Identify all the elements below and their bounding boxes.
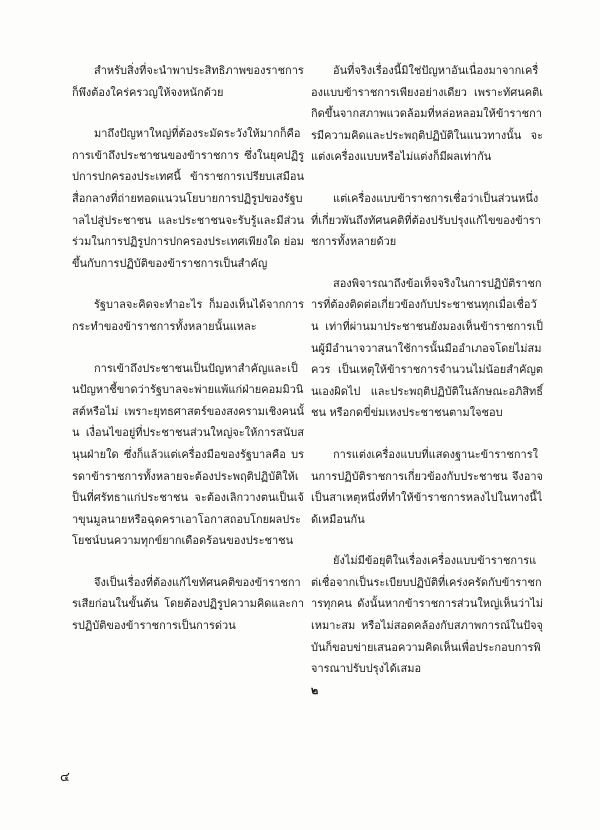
paragraph: อันที่จริงเรื่องนี้มิใช่ปัญหาอันเนื่องมาจากเครื่องแบบข้าราชการเพียงอย่างเดียว เพราะทัศนคติเกิดขึ้นจากสภาพแวดล้อมที่หล่อหลอมให้ข้าราชการมีความคิดและประพฤติปฏิบัติในแนวทางนั้น จะแต่งเครื่องแบบหรือไม่แต่งก็มีผลเท่ากัน <box>311 64 543 164</box>
page-number: ๔ <box>60 770 70 785</box>
paragraph: สำหรับสิ่งที่จะนำพาประสิทธิภาพของราชการก็พึงต้องใคร่ครวญให้จงหนักด้วย <box>72 64 304 99</box>
paragraph: แต่เครื่องแบบข้าราชการเชื่อว่าเป็นส่วนหนึ่งที่เกี่ยวพันถึงทัศนคติที่ต้องปรับปรุงแก้ไขของข้าราชการทั้งหลายด้วย <box>311 191 541 249</box>
paragraph: จึงเป็นเรื่องที่ต้องแก้ไขทัศนคติของข้าราชการเสียก่อนในขั้นต้น โดยต้องปฏิรูปความคิดและการปฏิบัติของข้าราชการเป็นการด่วน <box>72 575 304 633</box>
paragraph: รัฐบาลจะคิดจะทำอะไร ก็มองเห็นได้จากการกระทำของข้าราชการทั้งหลายนั้นแหละ <box>72 298 304 333</box>
paragraph: ยังไม่มีข้อยุติในเรื่องเครื่องแบบข้าราชการแต่เชื่อจากเป็นระเบียบปฏิบัติที่เคร่งครัดกับข้าราชการทุกคน ดังนั้นหากข้าราชการส่วนใหญ่เห็นว่าไม่เหมาะสม หรือไม่สอดคล้องกับสภาพการณ์ในปัจจุบันก็ขอบข่ายเสนอความคิดเห็นเพื่อประกอบการพิจารณาปรับปรุงได้เสมอ <box>311 554 543 676</box>
paragraph: มาถึงปัญหาใหญ่ที่ต้องระมัดระวังให้มากก็คือการเข้าถึงประชาชนของข้าราชการ ซึ่งในยุคปฏิรูปการปกครองประเทศนี้ ข้าราชการเปรียบเสมือนสื่อกลางที่ถ่ายทอดแนวนโยบายการปฏิรูปของรัฐบาลไปสู่ประชาชน และประชาชนจะรับรู้และมีส่วนร่วมในการปฏิรูปการปกครองประเทศเพียงใด ย่อมขึ้นกับการปฏิบัติของข้าราชการเป็นสำคัญ <box>72 127 304 270</box>
right-column <box>311 60 543 701</box>
left-column <box>72 60 304 637</box>
end-mark: ๒ <box>311 683 319 697</box>
paragraph: สองพิจารณาถึงข้อเท็จจริงในการปฏิบัติราชการที่ต้องติดต่อเกี่ยวข้องกับประชาชนทุกเมื่อเชื่อวัน เท่าที่ผ่านมาประชาชนยังมองเห็นข้าราชการเป็นผู้มีอำนาจวาสนาใช้การนั้นมืออำเภอจโดยไม่สมควร เป็นเหตุให้ข้าราชการจำนวนไม่น้อยสำคัญตนเองผิดไป และประพฤติปฏิบัติในลักษณะอภิสิทธิ์ชน หรือกดขี่ข่มเหงประชาชนตามใจชอบ <box>311 276 543 420</box>
paragraph: การเข้าถึงประชาชนเป็นปัญหาสำคัญและเป็นปัญหาชี้ขาดว่ารัฐบาลจะพ่ายแพ้แก่ฝ่ายคอมมิวนิสต์หรือไม่ เพราะยุทธศาสตร์ของสงครามเชิงคนนั้น เงื่อนไขอยู่ที่ประชาชนส่วนใหญ่จะให้การสนับสนุนฝ่ายใด ซึ่งก็แล้วแต่เครื่องมือของรัฐบาลคือ บรรดาข้าราชการทั้งหลายจะต้องประพฤติปฏิบัติให้เป็นที่ศรัทธาแก่ประชาชน จะต้องเลิกวางตนเป็นเจ้าขุนมูลนายหรือฉุดคราเอาโอกาสถอบโกยผลประโยชน์บนความทุกข์ยากเดือดร้อนของประชาชน <box>72 361 304 548</box>
paragraph: การแต่งเครื่องแบบที่แสดงฐานะข้าราชการในการปฏิบัติราชการเกี่ยวข้องกับประชาชน จึงอาจเป็นสาเหตุหนึ่งที่ทำให้ข้าราชการหลงไปในทางนี้ได้เหมือนกัน <box>311 447 543 526</box>
